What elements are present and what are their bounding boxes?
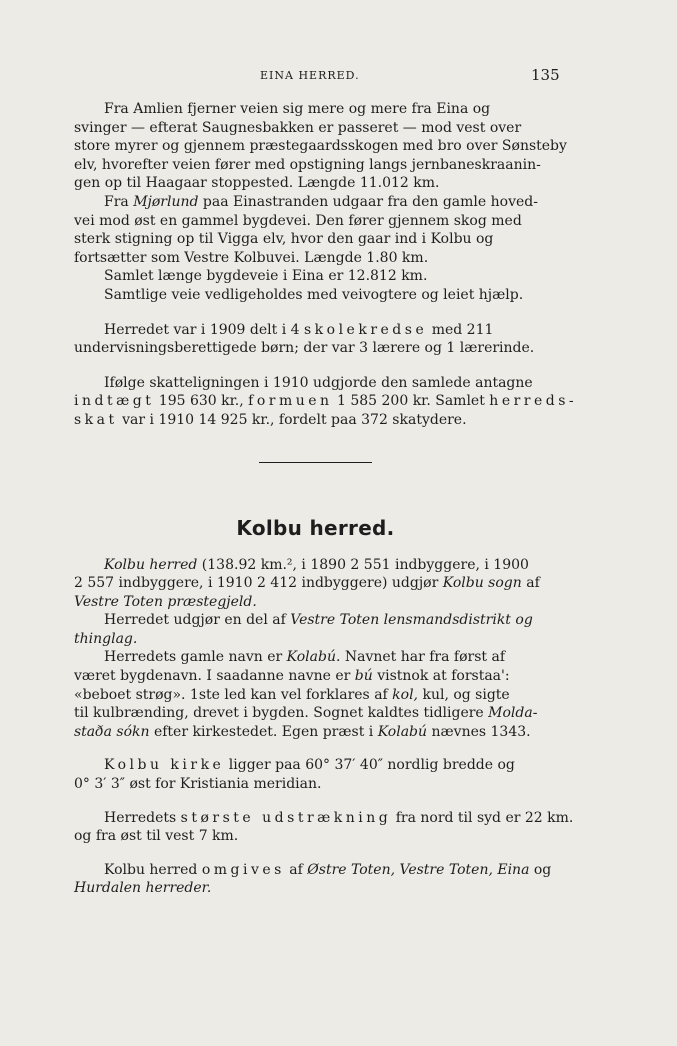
text-line: Hurdalen herreder. xyxy=(74,880,212,897)
text-line: svinger — efterat Saugnesbakken er passeret — mod vest over xyxy=(74,119,522,136)
paragraph-skatteligning xyxy=(74,374,578,430)
text-line: store myrer og gjennem præstegaardsskogen med bro over Sønsteby xyxy=(74,138,567,155)
text-line: Kolbu kirke ligger paa 60° 37′ 40″ nordlig bredde og xyxy=(104,757,515,774)
section-divider xyxy=(259,462,372,463)
paragraph-kolbu-intro xyxy=(74,556,557,612)
text-line: thinglag. xyxy=(74,630,138,647)
page-number: 135 xyxy=(531,66,560,84)
text-line: Herredet udgjør en del af Vestre Toten lensmandsdistrikt og xyxy=(104,612,533,629)
running-header xyxy=(0,66,677,86)
text-line: fortsætter som Vestre Kolbuvei. Længde 1.80 km. xyxy=(74,249,429,266)
text-body xyxy=(74,100,578,898)
text-line: «beboet strøg». 1ste led kan vel forklares af kol, kul, og sigte xyxy=(74,686,510,703)
paragraph-navn xyxy=(74,648,557,741)
text-line: Ifølge skatteligningen i 1910 udgjorde den samlede antagne xyxy=(104,374,533,391)
paragraph-kirke xyxy=(74,756,557,793)
text-line: 2 557 indbyggere, i 1910 2 412 indbyggere) udgjør Kolbu sogn af xyxy=(74,575,540,592)
text-line: Kolbu herred (138.92 km.², i 1890 2 551 indbyggere, i 1900 xyxy=(104,556,529,573)
text-line: indtægt 195 630 kr., formuen 1 585 200 kr. Samlet herreds- xyxy=(74,393,578,410)
paragraph-udstrækning xyxy=(74,809,574,846)
text-line: undervisningsberettigede børn; der var 3 lærere og 1 lærerinde. xyxy=(74,340,535,357)
text-line: elv, hvorefter veien fører med opstigning langs jernbaneskraanin- xyxy=(74,156,541,173)
section-heading: Kolbu herred. xyxy=(236,515,395,540)
text-line: skat var i 1910 14 925 kr., fordelt paa 372 skatydere. xyxy=(74,411,467,428)
paragraph-samlet: Samlet længe bygdeveie i Eina er 12.812 km. xyxy=(104,268,428,285)
paragraph-grenser xyxy=(74,861,557,898)
text-line: gen op til Haagaar stoppested. Længde 11.012 km. xyxy=(74,175,440,192)
header-title: EINA HERRED. xyxy=(260,69,360,82)
text-line: Fra Mjørlund paa Einastranden udgaar fra den gamle hoved- xyxy=(104,193,538,210)
text-line: Kolbu herred omgives af Østre Toten, Vestre Toten, Eina og xyxy=(104,861,552,878)
text-line: sterk stigning op til Vigga elv, hvor den gaar ind i Kolbu og xyxy=(74,231,494,248)
paragraph-lensmand xyxy=(74,611,557,648)
text-line: til kulbrænding, drevet i bygden. Sognet kaldtes tidligere Molda- xyxy=(74,705,538,722)
text-line: staða sókn efter kirkestedet. Egen præst i Kolabú nævnes 1343. xyxy=(74,723,531,740)
text-line: vei mod øst en gammel bygdevei. Den fører gjennem skog med xyxy=(74,212,522,229)
text-line: Herredet var i 1909 delt i 4 skolekredse med 211 xyxy=(104,321,494,338)
paragraph-amlien xyxy=(74,100,567,193)
text-line: og fra øst til vest 7 km. xyxy=(74,828,239,845)
text-line: Vestre Toten præstegjeld. xyxy=(74,593,257,610)
text-line: Herredets største udstrækning fra nord til syd er 22 km. xyxy=(104,809,574,826)
text-line: været bygdenavn. I saadanne navne er bú vistnok at forstaa': xyxy=(74,668,510,685)
text-line: Fra Amlien fjerner veien sig mere og mere fra Eina og xyxy=(104,101,491,117)
text-line: Herredets gamle navn er Kolabú. Navnet har fra først af xyxy=(104,649,506,666)
paragraph-samtlige: Samtlige veie vedligeholdes med veivogtere og leiet hjælp. xyxy=(104,286,524,303)
text-line: 0° 3′ 3″ øst for Kristiania meridian. xyxy=(74,776,322,793)
paragraph-skolekredse xyxy=(74,321,557,358)
paragraph-mjorlund xyxy=(74,193,557,267)
